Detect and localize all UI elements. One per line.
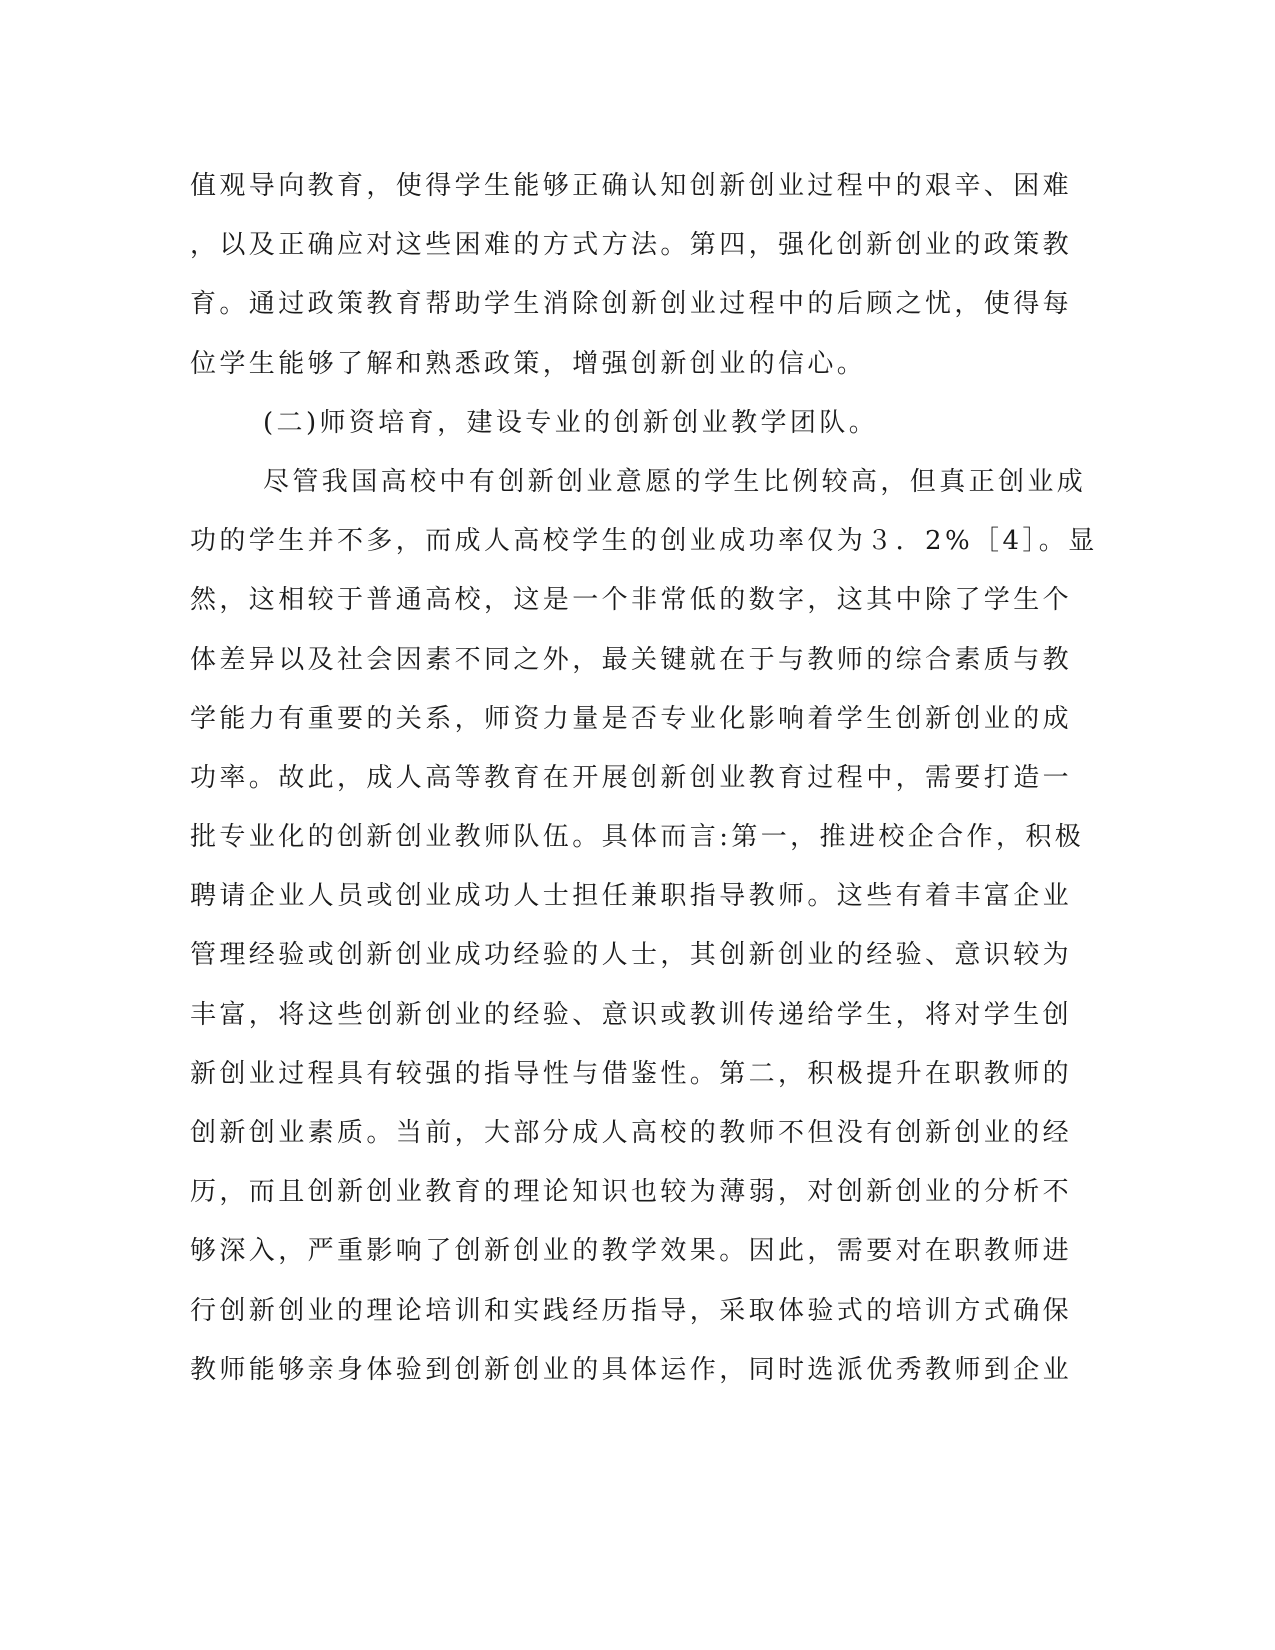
- text-line: 新创业过程具有较强的指导性与借鉴性。第二，积极提升在职教师的: [190, 1058, 1073, 1089]
- text-line: 教师能够亲身体验到创新创业的具体运作，同时选派优秀教师到企业: [190, 1354, 1073, 1385]
- text-line: 行创新创业的理论培训和实践经历指导，采取体验式的培训方式确保: [190, 1295, 1073, 1326]
- text-line: 位学生能够了解和熟悉政策，增强创新创业的信心。: [190, 348, 867, 379]
- text-line: 聘请企业人员或创业成功人士担任兼职指导教师。这些有着丰富企业: [190, 881, 1073, 912]
- text-line: ，以及正确应对这些困难的方式方法。第四，强化创新创业的政策教: [190, 230, 1073, 261]
- text-line: 批专业化的创新创业教师队伍。具体而言:第一，推进校企合作，积极: [190, 822, 1085, 853]
- text-line: 丰富，将这些创新创业的经验、意识或教训传递给学生，将对学生创: [190, 999, 1073, 1030]
- text-line: 体差异以及社会因素不同之外，最关键就在于与教师的综合素质与教: [190, 644, 1073, 675]
- text-line: 历，而且创新创业教育的理论知识也较为薄弱，对创新创业的分析不: [190, 1177, 1073, 1208]
- section-heading: (二)师资培育，建设专业的创新创业教学团队。: [263, 407, 879, 438]
- text-line: 功率。故此，成人高等教育在开展创新创业教育过程中，需要打造一: [190, 762, 1073, 793]
- text-line: 值观导向教育，使得学生能够正确认知创新创业过程中的艰辛、困难: [190, 171, 1073, 201]
- text-line: 管理经验或创新创业成功经验的人士，其创新创业的经验、意识较为: [190, 940, 1073, 971]
- text-line: 够深入，严重影响了创新创业的教学效果。因此，需要对在职教师进: [190, 1236, 1073, 1267]
- text-line: 学能力有重要的关系，师资力量是否专业化影响着学生创新创业的成: [190, 703, 1073, 734]
- body-text: [190, 157, 1098, 1400]
- text-line: 功的学生并不多，而成人高校学生的创业成功率仅为３．2%［4］。显: [190, 526, 1098, 557]
- text-line: 创新创业素质。当前，大部分成人高校的教师不但没有创新创业的经: [190, 1118, 1073, 1148]
- paragraph-first-line: 尽管我国高校中有创新创业意愿的学生比例较高，但真正创业成: [263, 466, 1087, 497]
- text-line: 育。通过政策教育帮助学生消除创新创业过程中的后顾之忧，使得每: [190, 289, 1073, 320]
- text-line: 然，这相较于普通高校，这是一个非常低的数字，这其中除了学生个: [190, 585, 1073, 616]
